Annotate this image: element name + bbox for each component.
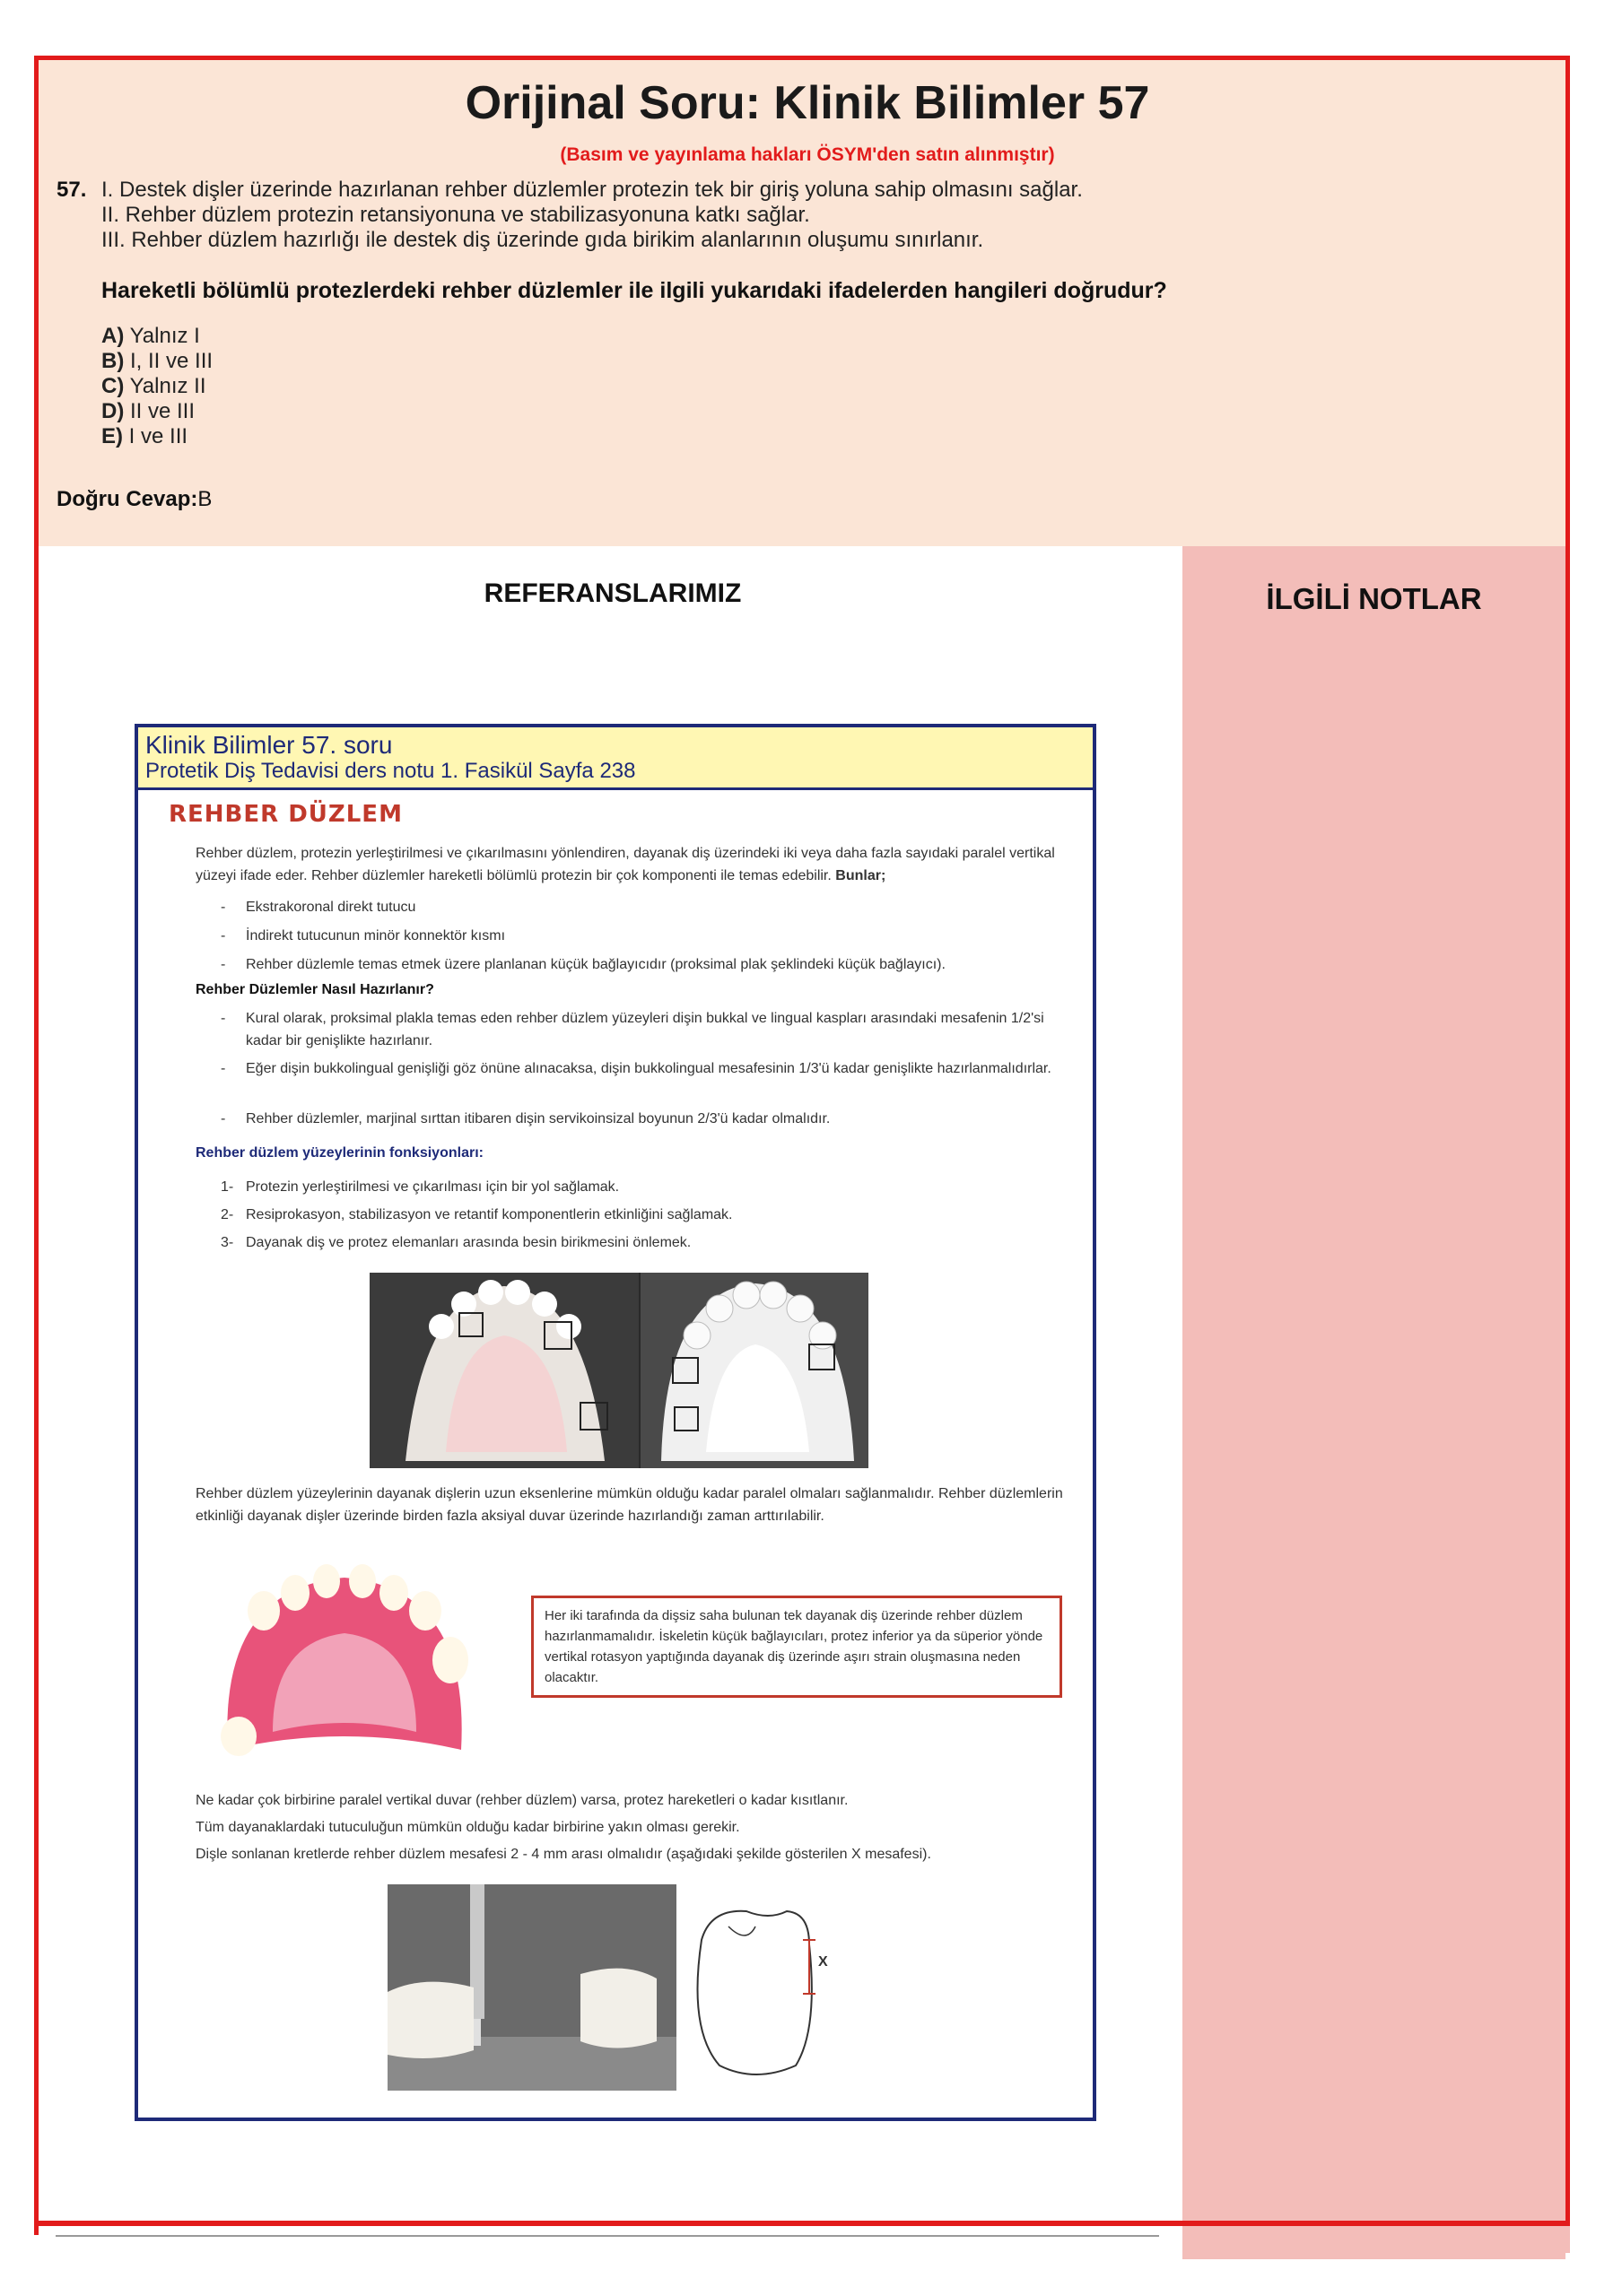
function-text: Protezin yerleştirilmesi ve çıkarılması için bir yol sağlamak. <box>246 1179 620 1195</box>
statement-1: I. Destek dişler üzerinde hazırlanan rehber düzlemler protezin tek bir giriş yoluna sahip olmasını sağlar. <box>101 178 1083 202</box>
dental-cast-illustration <box>370 1273 868 1468</box>
function-text: Dayanak diş ve protez elemanları arasında besin birikmesini önlemek. <box>246 1235 692 1250</box>
reference-source: Protetik Diş Tedavisi ders notu 1. Fasikül Sayfa 238 <box>145 759 636 783</box>
doc-paragraph-2: Rehber düzlem yüzeylerinin dayanak dişlerin uzun eksenlerine mümkün olduğu kadar paralel olmaları sağlanmalıdır. Rehber düzlemlerin etkinliği dayanak dişler üzerinde birden fazla aksiyal duvar üzerinde hazırlandığı zaman arttırılabilir. <box>196 1486 1063 1524</box>
related-notes-heading: İLGİLİ NOTLAR <box>1266 582 1482 615</box>
component-text: İndirekt tutucunun minör konnektör kısmı <box>246 928 506 944</box>
function-item <box>221 1176 1053 1198</box>
option-text: Yalnız I <box>124 324 200 348</box>
how-text: Kural olarak, proksimal plakla temas eden rehber düzlem yüzeyleri dişin bukkal ve lingual kaspları arasındaki mesafenin 1/2'si kadar bir genişlikte hazırlanır. <box>246 1011 1044 1048</box>
answer-label: Doğru Cevap: <box>57 487 198 511</box>
how-item: - Rehber düzlemler, marjinal sırttan itibaren dişin servikoinsizal boyunun 2/3'ü kadar olmalıdır. <box>221 1111 831 1126</box>
component-text: Rehber düzlemle temas etmek üzere planlanan küçük bağlayıcıdır (proksimal plak şeklindeki küçük bağlayıcı). <box>246 957 946 972</box>
function-number: 2- <box>221 1207 234 1222</box>
palate-svg <box>210 1561 479 1768</box>
tooth-diagram-svg <box>684 1904 845 2082</box>
function-item <box>221 1204 1053 1226</box>
doc-heading: REHBER DÜZLEM <box>169 801 403 828</box>
answer-value: B <box>197 487 213 511</box>
reference-box <box>135 724 1096 2121</box>
statement-2: II. Rehber düzlem protezin retansiyonuna ve stabilizasyonuna katkı sağlar. <box>101 203 810 227</box>
diagram-x-label: X <box>818 1954 828 1970</box>
how-heading: Rehber Düzlemler Nasıl Hazırlanır? <box>196 982 434 997</box>
doc-paragraph-3b: Tüm dayanaklardaki tutuculuğun mümkün olduğu kadar birbirine yakın olması gerekir. <box>196 1820 740 1835</box>
function-number: 3- <box>221 1235 234 1250</box>
option-key: B) <box>101 349 125 373</box>
correct-answer <box>57 487 212 512</box>
doc-intro <box>196 842 1070 887</box>
how-text: Eğer dişin bukkolingual genişliği göz önüne alınacaksa, dişin bukkolingual mesafesinin 1/3'ü kadar genişlikte hazırlanmalıdırlar. <box>246 1061 1051 1076</box>
option-text: Yalnız II <box>124 374 206 398</box>
option-key: A) <box>101 324 125 348</box>
component-item: - Ekstrakoronal direkt tutucu <box>221 900 416 915</box>
tooth-diagram <box>684 1904 845 2082</box>
callout-box: Her iki tarafında da dişsiz saha bulunan tek dayanak diş üzerinde rehber düzlem hazırlanmamalıdır. İskeletin küçük bağlayıcıları, protez inferior ya da süperior yönde vertikal rotasyon yaptığında dayanak diş üzerinde aşırı strain oluşmasına neden olacaktır. <box>531 1596 1062 1698</box>
component-text: Ekstrakoronal direkt tutucu <box>246 900 416 915</box>
how-text: Rehber düzlemler, marjinal sırttan itibaren dişin servikoinsizal boyunun 2/3'ü kadar olmalıdır. <box>246 1111 831 1126</box>
palate-illustration <box>210 1561 479 1768</box>
doc-paragraph-3a: Ne kadar çok birbirine paralel vertikal duvar (rehber düzlem) varsa, protez hareketleri o kadar kısıtlanır. <box>196 1793 849 1808</box>
related-notes-panel <box>1182 546 1565 2259</box>
how-item: - Eğer dişin bukkolingual genişliği göz önüne alınacaksa, dişin bukkolingual mesafesinin 1/3'ü kadar genişlikte hazırlanmalıdırlar. <box>221 1061 1051 1076</box>
option-key: C) <box>101 374 125 398</box>
option-c <box>101 374 206 399</box>
page-frame <box>34 56 1570 2235</box>
statement-3: III. Rehber düzlem hazırlığı ile destek diş üzerinde gıda birikim alanlarının oluşumu sınırlanır. <box>101 228 984 252</box>
bottom-rule <box>34 2221 1570 2226</box>
page-title: Orijinal Soru: Klinik Bilimler 57 <box>465 77 1150 129</box>
function-item <box>221 1231 1053 1254</box>
question-prompt: Hareketli bölümlü protezlerdeki rehber düzlemler ile ilgili yukarıdaki ifadelerden hangileri doğrudur? <box>101 278 1167 303</box>
doc-intro-bold: Bunlar; <box>835 868 886 883</box>
copyright-note: (Basım ve yayınlama hakları ÖSYM'den satın alınmıştır) <box>560 144 1055 165</box>
reference-header <box>138 727 1093 790</box>
bottom-divider <box>56 2235 1159 2237</box>
function-text: Resiprokasyon, stabilizasyon ve retantif komponentlerin etkinliğini sağlamak. <box>246 1207 733 1222</box>
component-item: - İndirekt tutucunun minör konnektör kısmı <box>221 928 506 944</box>
option-key: E) <box>101 424 123 448</box>
option-e <box>101 424 187 449</box>
question-number: 57. <box>57 178 87 202</box>
doc-paragraph-3c: Dişle sonlanan kretlerde rehber düzlem mesafesi 2 - 4 mm arası olmalıdır (aşağıdaki şekilde gösterilen X mesafesi). <box>196 1847 931 1862</box>
component-item: - Rehber düzlemle temas etmek üzere planlanan küçük bağlayıcıdır (proksimal plak şeklindeki küçük bağlayıcı). <box>221 957 946 972</box>
dental-cast-photos <box>370 1273 868 1468</box>
drill-photo-svg <box>388 1884 676 2091</box>
question-panel <box>39 60 1565 546</box>
how-item: - Kural olarak, proksimal plakla temas eden rehber düzlem yüzeyleri dişin bukkal ve lingual kaspları arasındaki mesafenin 1/2'si kadar bir genişlikte hazırlanır. <box>221 1011 1044 1048</box>
option-key: D) <box>101 399 125 423</box>
references-heading: REFERANSLARIMIZ <box>484 578 742 608</box>
drill-photo <box>388 1884 676 2091</box>
functions-heading: Rehber düzlem yüzeylerinin fonksiyonları: <box>196 1145 484 1161</box>
function-number: 1- <box>221 1179 234 1195</box>
option-text: I, II ve III <box>124 349 214 373</box>
option-b <box>101 349 213 374</box>
option-text: II ve III <box>124 399 196 423</box>
option-d <box>101 399 195 424</box>
reference-title: Klinik Bilimler 57. soru <box>145 731 393 759</box>
option-a <box>101 324 200 349</box>
doc-intro-text: Rehber düzlem, protezin yerleştirilmesi ve çıkarılmasını yönlendiren, dayanak diş üzerindeki iki veya daha fazla sayıdaki paralel vertikal yüzeyi ifade eder. Rehber düzlemler hareketli bölümlü protezin bir çok komponenti ile temas edebilir. <box>196 846 1055 883</box>
option-text: I ve III <box>123 424 188 448</box>
